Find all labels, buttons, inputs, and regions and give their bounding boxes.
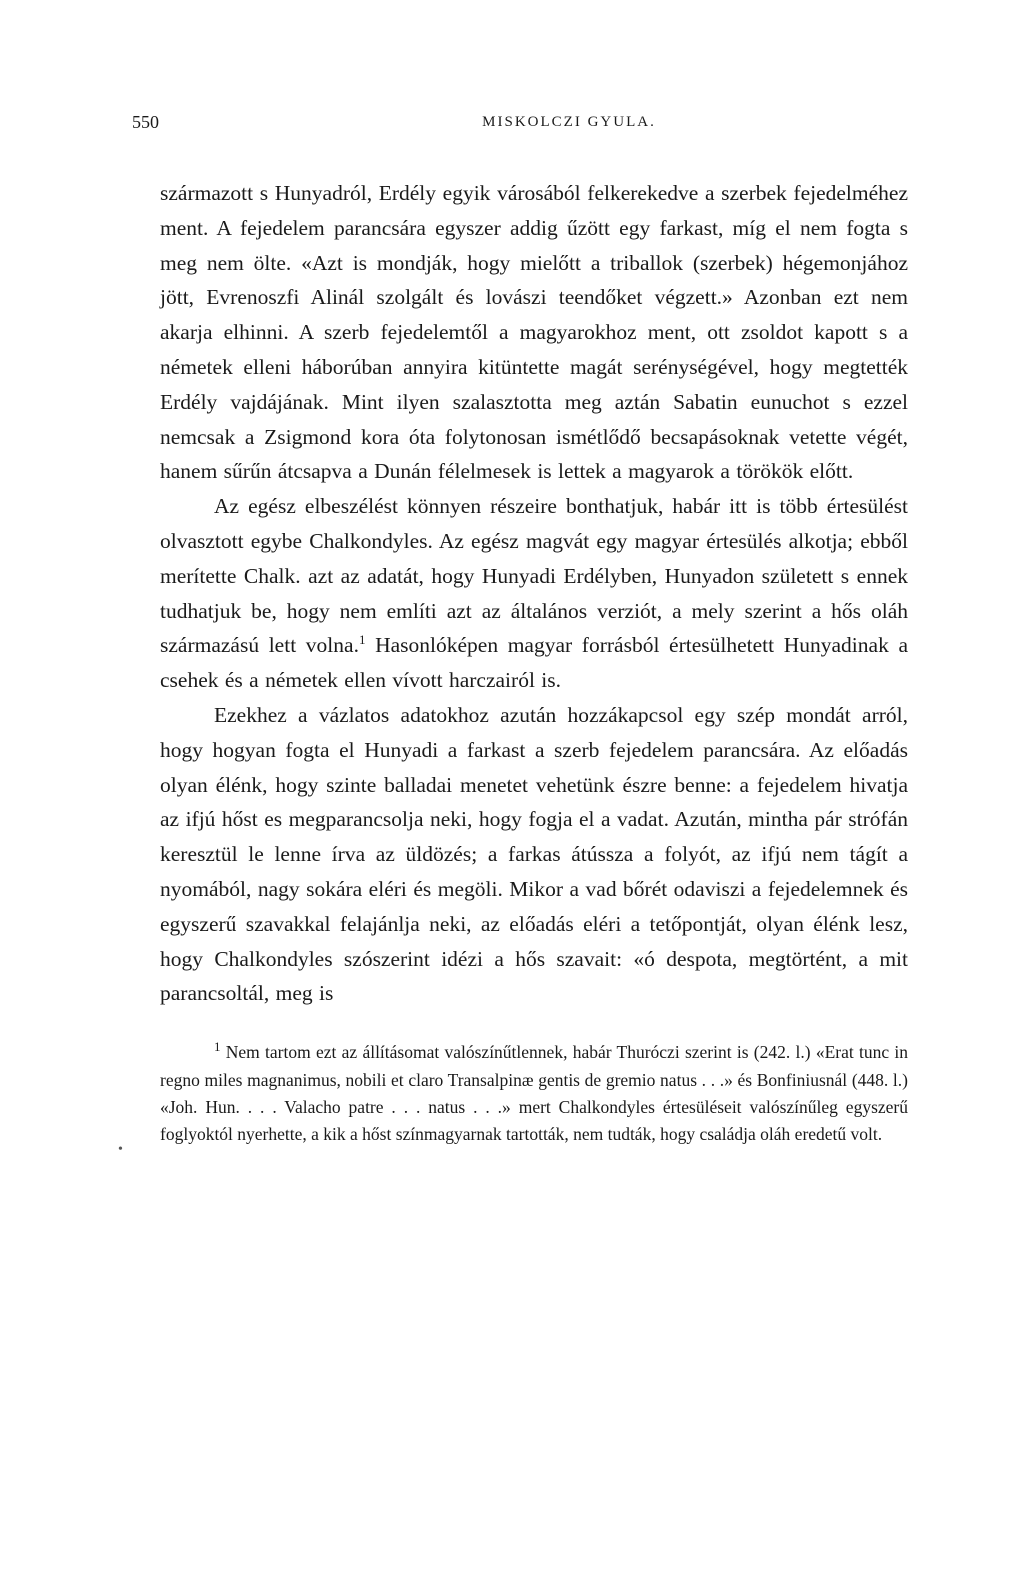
page [132,112,908,1149]
paragraph-2 [160,489,908,698]
paragraph-3: Ezekhez a vázlatos adatokhoz azután hozzákapcsol egy szép mondát arról, hogy hogyan fogta el Hunyadi a farkast a szerb fejedelem parancsára. Az előadás olyan élénk, hogy szinte balladai menetet vehetünk észre benne: a fejedelem hivatja az ifjú hőst es megparancsolja neki, hogy fogja el a vadat. Azután, mintha pár strófán keresztül le lenne írva az üldözés; a farkas átússza a folyót, az ifjú nem tágít a nyomából, nagy sokára eléri és megöli. Mikor a vad bőrét odaviszi a fejedelemnek és egyszerű szavakkal felajánlja neki, az előadás eléri a tetőpontját, olyan élénk lesz, hogy Chalkondyles szószerint idézi a hős szavait: «ó despota, megtörtént, a mit parancsoltál, meg is [160,702,908,1006]
page-header [132,112,908,148]
footnote-1 [160,1039,908,1149]
running-head: MISKOLCZI GYULA. [482,114,656,130]
page-number: 550 [132,112,159,132]
footnote-marker: 1 [214,1039,221,1055]
paragraph-2-continuation: Hasonlóképen magyar forrásból értesülhetett Hunyadinak a csehek és a németek ellen vívott harczairól is. [160,633,908,693]
body-text [160,176,908,1011]
margin-dot: • [118,1142,123,1157]
footnote-text: Nem tartom ezt az állításomat valószínűtlennek, habár Thuróczi szerint is (242. l.) «Erat tunc in regno miles magnanimus, nobili et claro Transalpinæ gentis de gremio natus . . .» és Bonfiniusnál (448. l.) «Joh. Hun. . . . Valacho patre . . . natus . . .» mert Chalkondyles értesüléseit valószínűleg egyszerű foglyoktól nyerhette, a kik a hőst színmagyarnak tartották, nem tudták, hogy családja oláh eredetű volt. [160,1042,908,1145]
footnote-reference: 1 [358,632,366,648]
footnotes [160,1039,908,1149]
paragraph-2-text: Az egész elbeszélést könnyen részeire bonthatjuk, habár itt is több értesülést olvasztott egybe Chalkondyles. Az egész magvát egy magyar értesülés alkotja; ebből merítette Chalk. azt az adatát, hogy Hunyadi Erdélyben, Hunyadon született s ennek tudhatjuk be, hogy nem említi azt az általános verziót, a mely szerint a hős oláh származású lett volna. [160,494,908,658]
paragraph-1: származott s Hunyadról, Erdély egyik városából felkerekedve a szerbek fejedelméhez ment. A fejedelem parancsára egyszer addig űzött egy farkast, míg el nem fogta s meg nem ölte. «Azt is mondják, hogy mielőtt a triballok (szerbek) hégemonjához jött, Evrenoszfi Alinál szolgált és lovászi teendőket végzett.» Azonban ezt nem akarja elhinni. A szerb fejedelemtől a magyarokhoz ment, ott zsoldot kapott s a németek elleni háborúban annyira kitüntette magát serénységével, hogy megtették Erdély vajdájának. Mint ilyen szalasztotta meg aztán Sabatin eunuchot s ezzel nemcsak a Zsigmond kora óta folytonosan ismétlődő becsapásoknak vetette végét, hanem sűrűn átcsapva a Dunán félelmesek is lettek a magyarok a törökök előtt. [160,181,908,484]
